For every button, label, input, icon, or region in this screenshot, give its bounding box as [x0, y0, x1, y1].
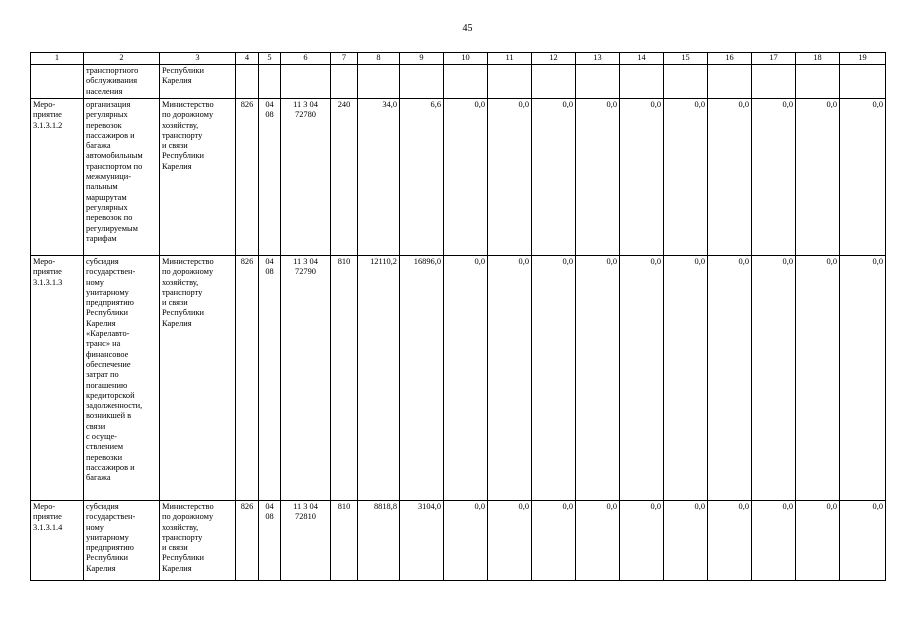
cell-empty [236, 65, 259, 99]
cell-amount: 0,0 [796, 99, 840, 256]
cell-amount: 0,0 [840, 501, 886, 581]
cell-amount: 0,0 [664, 256, 708, 501]
cell-amount: 3104,0 [400, 501, 444, 581]
cell-target-article: 11 3 04 72810 [281, 501, 331, 581]
cell-empty [31, 65, 84, 99]
cell-ministry: Республики Карелия [160, 65, 236, 99]
cell-amount: 34,0 [358, 99, 400, 256]
cell-amount: 0,0 [708, 99, 752, 256]
cell-amount: 0,0 [752, 99, 796, 256]
cell-empty [532, 65, 576, 99]
cell-empty [576, 65, 620, 99]
header-row [31, 53, 886, 65]
cell-amount: 0,0 [708, 501, 752, 581]
cell-grbs: 826 [236, 256, 259, 501]
header-cell: 5 [259, 53, 281, 65]
cell-amount: 0,0 [620, 501, 664, 581]
cell-name: субсидия государствен- ному унитарному предприятию Республики Карелия «Карелавто- транс» на финансовое обеспечение затрат по погашению кредиторской задолженности, возникшей в связи с осуще- ствлением перевозки пассажиров и багажа [84, 256, 160, 501]
cell-empty [708, 65, 752, 99]
cell-amount: 0,0 [620, 99, 664, 256]
cell-section: 04 08 [259, 256, 281, 501]
cell-empty [664, 65, 708, 99]
table-row-3-1-3-1-4 [31, 501, 886, 581]
cell-amount: 0,0 [840, 256, 886, 501]
cell-name: организация регулярных перевозок пассажиров и багажа автомобильным транспортом по межмуници- пальным маршрутам регулярных перевозок по регулируемым тарифам [84, 99, 160, 256]
header-cell: 2 [84, 53, 160, 65]
cell-amount: 0,0 [664, 99, 708, 256]
header-cell: 14 [620, 53, 664, 65]
cell-grbs: 826 [236, 99, 259, 256]
cell-ministry: Министерство по дорожному хозяйству, транспорту и связи Республики Карелия [160, 501, 236, 581]
cell-ministry: Министерство по дорожному хозяйству, транспорту и связи Республики Карелия [160, 256, 236, 501]
cell-name: транспортного обслуживания населения [84, 65, 160, 99]
header-cell: 16 [708, 53, 752, 65]
header-cell: 1 [31, 53, 84, 65]
header-cell: 10 [444, 53, 488, 65]
cell-measure-id: Меро- приятие 3.1.3.1.2 [31, 99, 84, 256]
header-cell: 3 [160, 53, 236, 65]
cell-name: субсидия государствен- ному унитарному предприятию Республики Карелия [84, 501, 160, 581]
header-cell: 8 [358, 53, 400, 65]
cell-amount: 0,0 [488, 99, 532, 256]
header-cell: 7 [331, 53, 358, 65]
cell-amount: 0,0 [532, 99, 576, 256]
cell-amount: 0,0 [796, 256, 840, 501]
cell-amount: 0,0 [444, 99, 488, 256]
table-row-3-1-3-1-2 [31, 99, 886, 256]
header-cell: 18 [796, 53, 840, 65]
cell-amount: 0,0 [532, 256, 576, 501]
cell-amount: 0,0 [708, 256, 752, 501]
cell-empty [752, 65, 796, 99]
cell-amount: 0,0 [620, 256, 664, 501]
header-cell: 4 [236, 53, 259, 65]
cell-target-article: 11 3 04 72780 [281, 99, 331, 256]
cell-section: 04 08 [259, 501, 281, 581]
header-cell: 17 [752, 53, 796, 65]
header-cell: 9 [400, 53, 444, 65]
cell-empty [840, 65, 886, 99]
table-row-3-1-3-1-3 [31, 256, 886, 501]
cell-empty [620, 65, 664, 99]
cell-amount: 0,0 [752, 501, 796, 581]
cell-expense-type: 810 [331, 256, 358, 501]
cell-empty [358, 65, 400, 99]
cell-amount: 0,0 [532, 501, 576, 581]
header-cell: 11 [488, 53, 532, 65]
cell-expense-type: 810 [331, 501, 358, 581]
cell-section: 04 08 [259, 99, 281, 256]
header-cell: 12 [532, 53, 576, 65]
cell-amount: 0,0 [576, 256, 620, 501]
cell-amount: 0,0 [576, 99, 620, 256]
cell-empty [259, 65, 281, 99]
cell-grbs: 826 [236, 501, 259, 581]
cell-measure-id: Меро- приятие 3.1.3.1.4 [31, 501, 84, 581]
cell-amount: 8818,8 [358, 501, 400, 581]
continuation-row [31, 65, 886, 99]
cell-amount: 0,0 [444, 256, 488, 501]
page-number: 45 [462, 23, 473, 34]
cell-empty [796, 65, 840, 99]
cell-amount: 0,0 [444, 501, 488, 581]
cell-amount: 0,0 [488, 501, 532, 581]
cell-amount: 0,0 [576, 501, 620, 581]
header-cell: 6 [281, 53, 331, 65]
cell-amount: 6,6 [400, 99, 444, 256]
cell-amount: 0,0 [796, 501, 840, 581]
cell-amount: 0,0 [488, 256, 532, 501]
cell-empty [444, 65, 488, 99]
cell-amount: 12110,2 [358, 256, 400, 501]
cell-amount: 0,0 [752, 256, 796, 501]
header-cell: 19 [840, 53, 886, 65]
cell-target-article: 11 3 04 72790 [281, 256, 331, 501]
header-cell: 15 [664, 53, 708, 65]
header-cell: 13 [576, 53, 620, 65]
cell-amount: 0,0 [664, 501, 708, 581]
cell-empty [400, 65, 444, 99]
cell-amount: 16896,0 [400, 256, 444, 501]
cell-measure-id: Меро- приятие 3.1.3.1.3 [31, 256, 84, 501]
cell-amount: 0,0 [840, 99, 886, 256]
cell-expense-type: 240 [331, 99, 358, 256]
cell-empty [281, 65, 331, 99]
cell-empty [488, 65, 532, 99]
budget-table [30, 52, 886, 581]
cell-ministry: Министерство по дорожному хозяйству, транспорту и связи Республики Карелия [160, 99, 236, 256]
cell-empty [331, 65, 358, 99]
